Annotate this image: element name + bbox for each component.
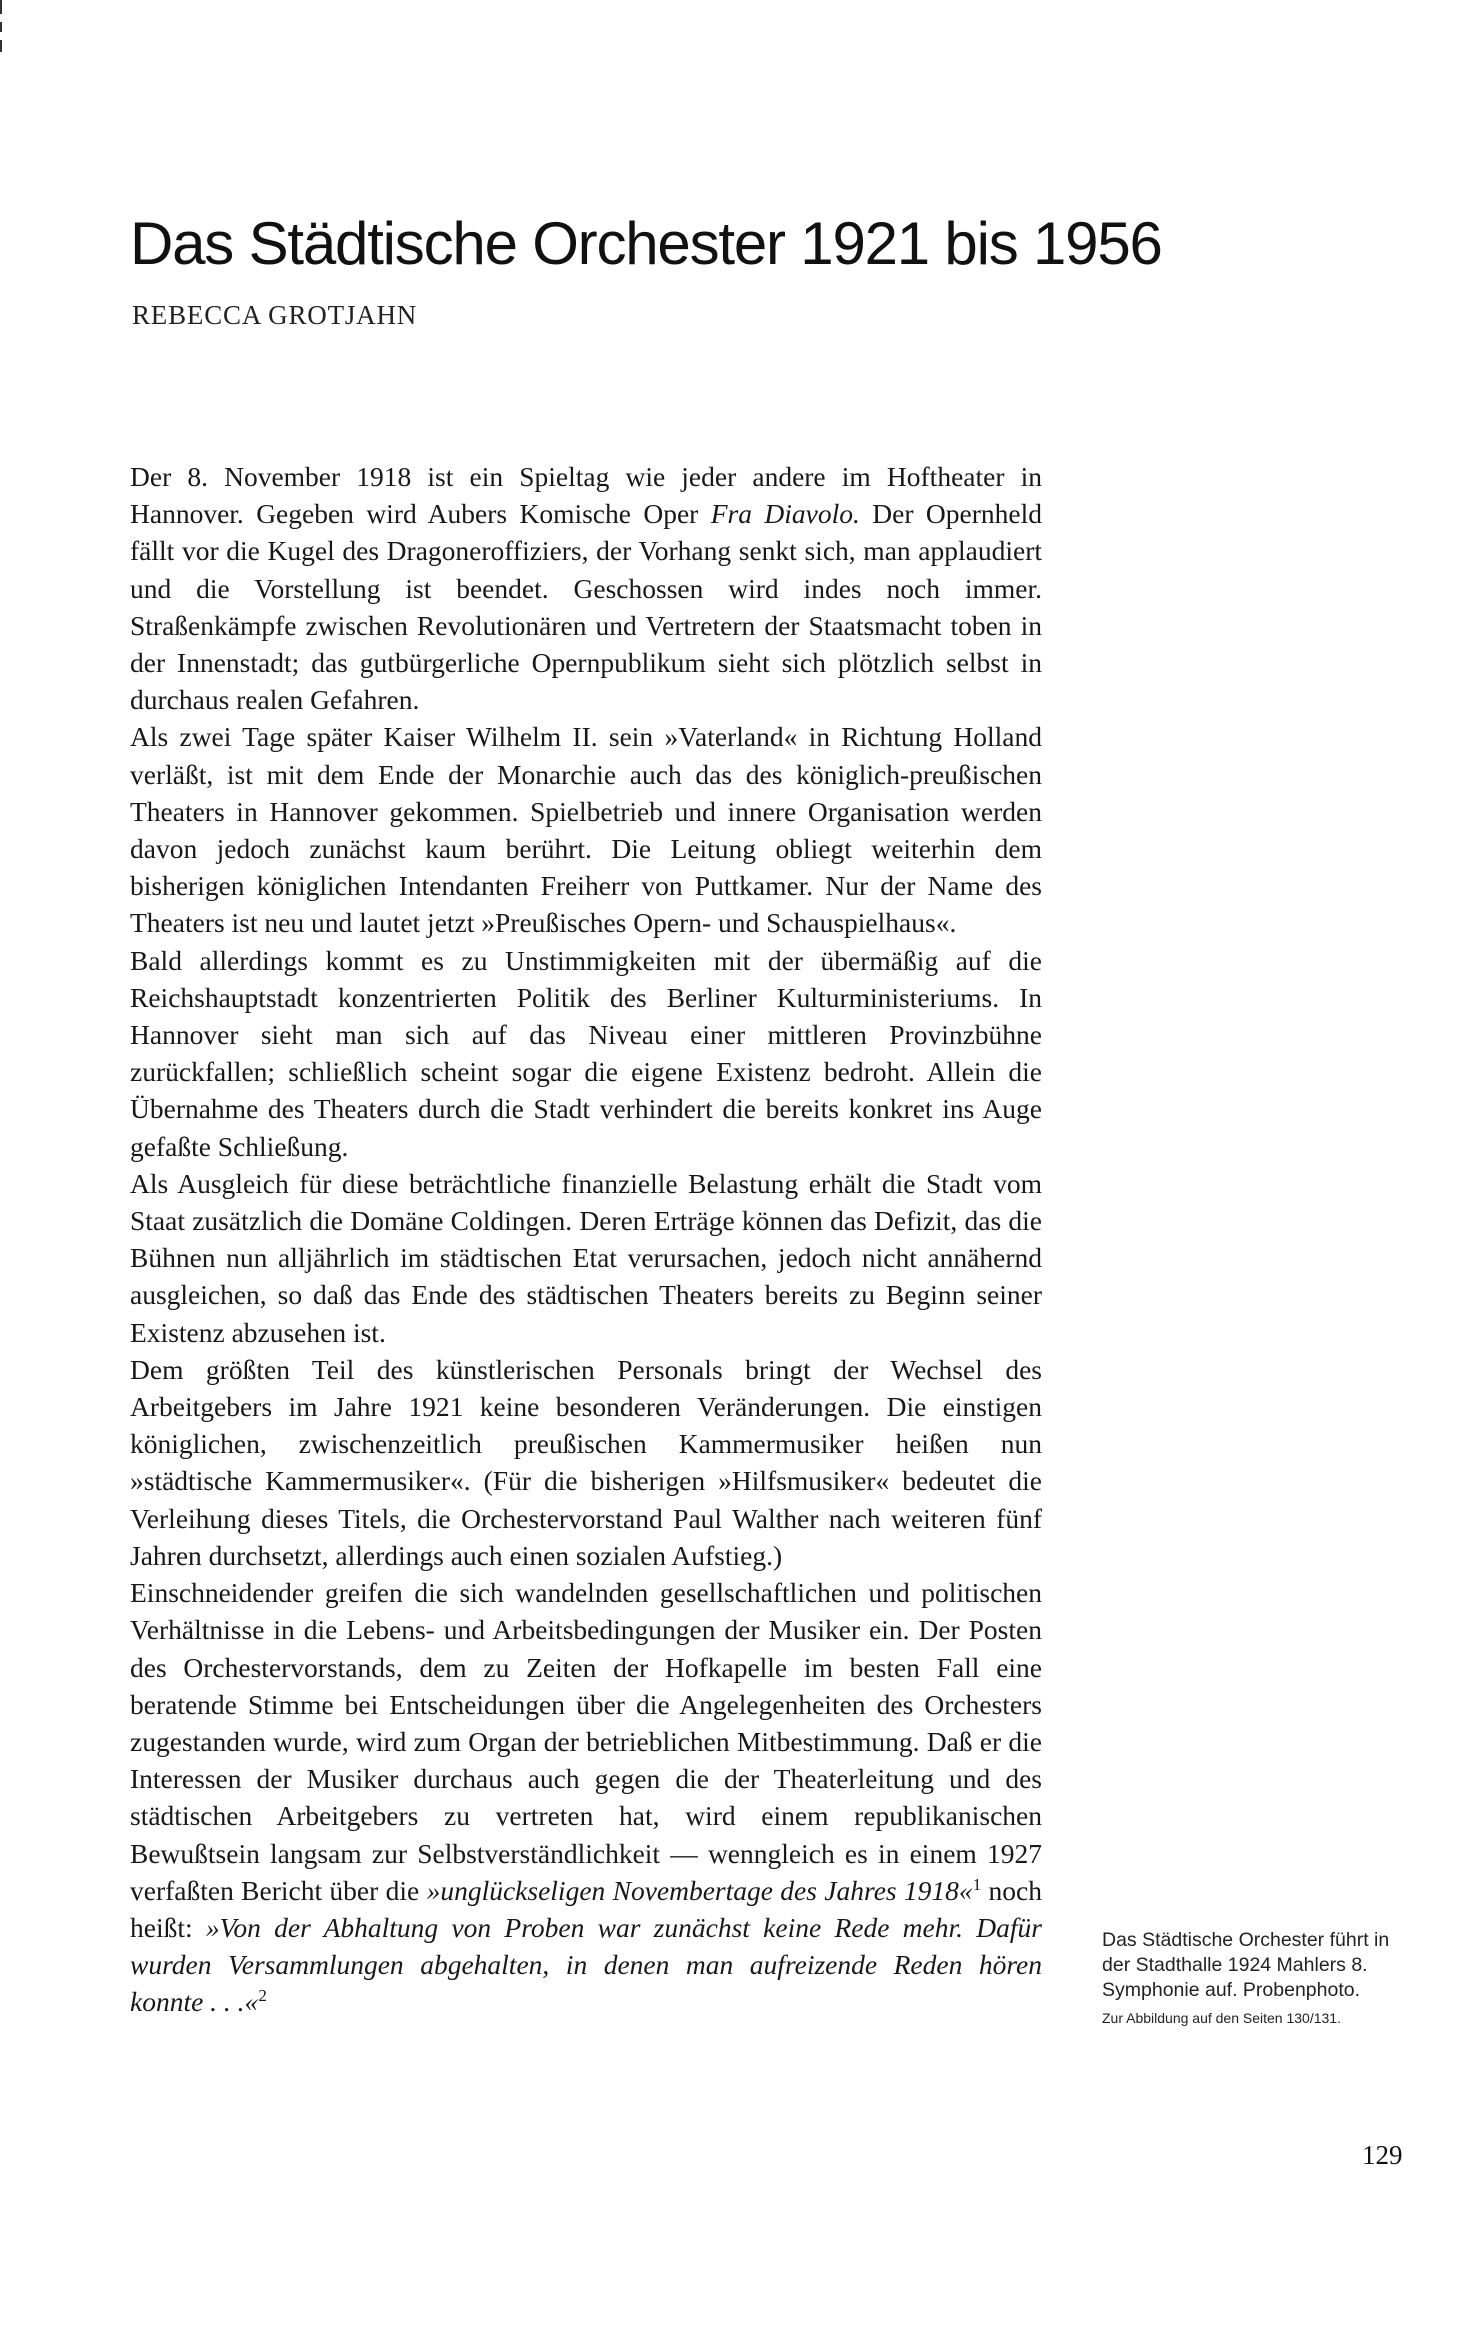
- paragraph-6-quote-1: »unglückseligen Novembertage des Jahres 1918«: [426, 1874, 973, 1906]
- article-title: Das Städtische Orchester 1921 bis 1956: [130, 210, 1162, 277]
- paragraph-1: [130, 458, 1042, 718]
- paragraph-6-text-b: noch heißt:: [130, 1874, 1042, 1943]
- paragraph-2: Als zwei Tage später Kaiser Wilhelm II. sein »Vaterland« in Richtung Holland verläßt, ist mit dem Ende der Monarchie auch das des königlich-preußischen Theaters in Hannover gekommen. Spielbetrieb und innere Organisation werden davon jedoch zunächst kaum berührt. Die Leitung obliegt weiterhin dem bisherigen königlichen Intendanten Freiherr von Puttkamer. Nur der Name des Theaters ist neu und lautet jetzt »Preußisches Opern- und Schauspielhaus«.: [130, 721, 1042, 939]
- paragraph-6-text-a: Einschneidender greifen die sich wandelnden gesellschaftlichen und politischen Verhältnisse in die Lebens- und Arbeitsbedingungen der Musiker ein. Der Posten des Orchestervorstands, dem zu Zeiten der Hofkapelle im besten Fall eine beratende Stimme bei Entscheidungen über die Angelegenheiten des Orchesters zugestanden wurde, wird zum Organ der betrieblichen Mitbestimmung. Daß er die Interessen der Musiker durchaus auch gegen die der Theaterleitung und des städtischen Arbeitgebers zu vertreten hat, wird einem republikanischen Bewußtsein langsam zur Selbstverständlichkeit — wenngleich es in einem 1927 verfaßten Bericht über die: [130, 1577, 1042, 1906]
- paragraph-1-text-b: Der Opernheld fällt vor die Kugel des Dragoneroffiziers, der Vorhang senkt sich, man applaudiert und die Vorstellung ist beendet. Geschossen wird indes noch immer. Straßenkämpfe zwischen Revolutionären und Vertretern der Staatsmacht toben in der Innenstadt; das gutbürgerliche Opernpublikum sieht sich plötzlich selbst in durchaus realen Gefahren.: [130, 498, 1042, 716]
- page-number: 129: [1362, 2140, 1403, 2170]
- paragraph-6-quote-2: »Von der Abhaltung von Proben war zunächst keine Rede mehr. Dafür wurden Versammlungen abgehalten, in denen man aufreizende Reden hören konnte . . .«: [130, 1911, 1042, 2018]
- paragraph-1-text-a: Der 8. November 1918 ist ein Spieltag wie jeder andere im Hoftheater in Hannover. Gegeben wird Aubers Komische Oper: [130, 461, 1042, 530]
- paragraph-6: [130, 1574, 1042, 2020]
- footnote-ref-2: 2: [258, 1986, 267, 2006]
- paragraph-4: Als Ausgleich für diese beträchtliche finanzielle Belastung erhält die Stadt vom Staat zusätzlich die Domäne Coldingen. Deren Erträge können das Defizit, das die Bühnen nun alljährlich im städtischen Etat verursachen, jedoch nicht annähernd ausgleichen, so daß das Ende des städtischen Theaters bereits zu Beginn seiner Existenz abzusehen ist.: [130, 1167, 1042, 1348]
- article-author: REBECCA GROTJAHN: [132, 300, 418, 330]
- paragraph-1-opera-title: Fra Diavolo.: [710, 498, 860, 530]
- article-body: [130, 458, 1042, 2021]
- caption-note: Zur Abbildung auf den Seiten 130/131.: [1102, 2010, 1341, 2026]
- caption-main: Das Städtische Orchester führt in der Stadthalle 1924 Mahlers 8. Symphonie auf. Probenphoto.: [1102, 1929, 1390, 2001]
- photo-caption: [1102, 1928, 1422, 2027]
- paragraph-3: Bald allerdings kommt es zu Unstimmigkeiten mit der übermäßig auf die Reichshauptstadt konzentrierten Politik des Berliner Kulturministeriums. In Hannover sieht man sich auf das Niveau einer mittleren Provinzbühne zurückfallen; schließlich scheint sogar die eigene Existenz bedroht. Allein die Übernahme des Theaters durch die Stadt verhindert die bereits konkret ins Auge gefaßte Schließung.: [130, 944, 1042, 1162]
- paragraph-5: Dem größten Teil des künstlerischen Personals bringt der Wechsel des Arbeitgebers im Jahre 1921 keine besonderen Veränderungen. Die einstigen königlichen, zwischenzeitlich preußischen Kammermusiker heißen nun »städtische Kammermusiker«. (Für die bisherigen »Hilfsmusiker« bedeutet die Verleihung dieses Titels, die Orchestervorstand Paul Walther nach weiteren fünf Jahren durchsetzt, allerdings auch einen sozialen Aufstieg.): [130, 1353, 1042, 1571]
- footnote-ref-1: 1: [972, 1874, 982, 1894]
